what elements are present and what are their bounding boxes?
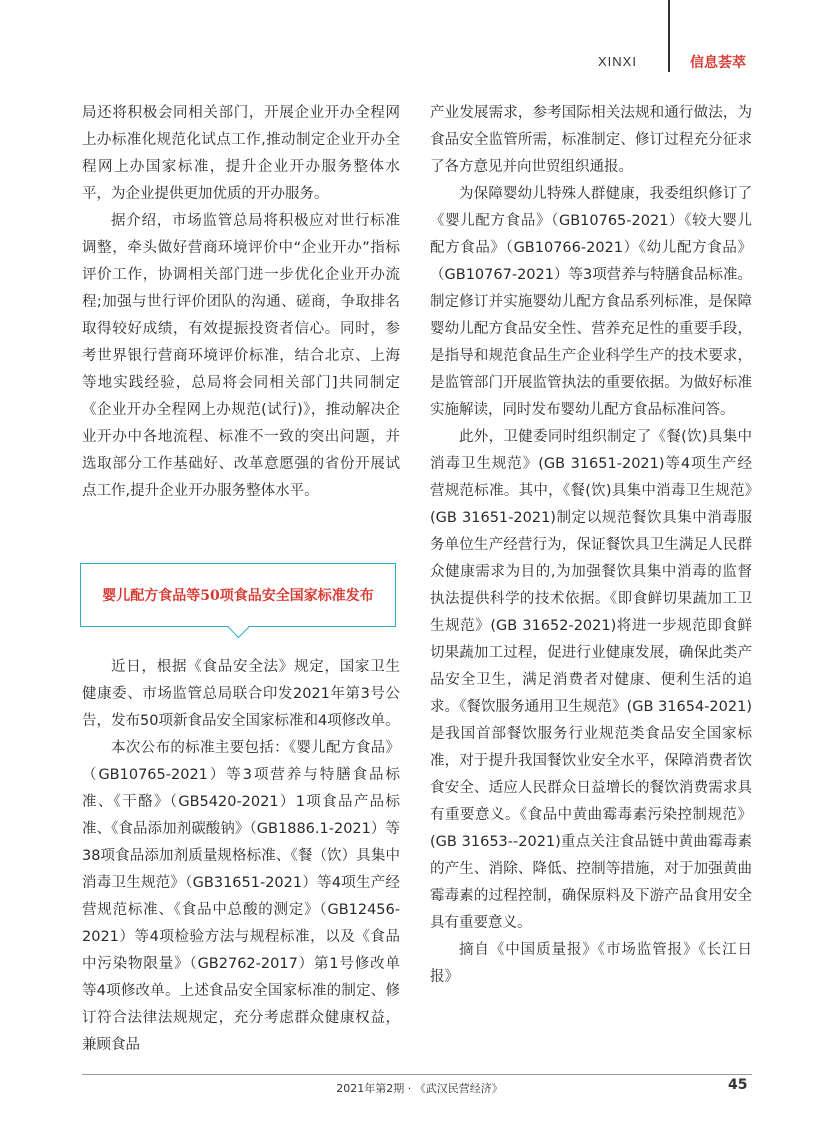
article-title: 婴儿配方食品等50项食品安全国家标准发布 xyxy=(102,588,374,604)
section-label-cn: 信息荟萃 xyxy=(690,55,746,71)
section-label-en: XINXI xyxy=(598,54,637,69)
header-divider xyxy=(668,0,670,72)
source-note: 摘自《中国质量报》《市场监管报》《长江日报》 xyxy=(430,942,752,985)
left-column-bottom xyxy=(82,654,400,1059)
paragraph: 本次公布的标准主要包括：《婴儿配方食品》（GB10765-2021）等3项营养与特膳食品标准、《干酪》（GB5420-2021）1项食品产品标准、《食品添加剂碳酸钠》（GB1886.1-2021）等38项食品添加剂质量规格标准、《餐（饮）具集中消毒卫生规范》（GB31651-2021）等4项生产经营规范标准、《食品中总酸的测定》（GB12456-2021）等4项检验方法与规程标准，以及《食品中污染物限量》（GB2762-2017）第1号修改单等4项修改单。上述食品安全国家标准的制定、修订符合法律法规规定，充分考虑群众健康权益，兼顾食品 xyxy=(82,740,400,1053)
footer-divider xyxy=(82,1074,752,1075)
paragraph: 此外，卫健委同时组织制定了《餐(饮)具集中消毒卫生规范》(GB 31651-2021)等4项生产经营规范标准。其中，《餐(饮)具集中消毒卫生规范》(GB 31651-2021)制定以规范餐饮具集中消毒服务单位生产经营行为，保证餐饮具卫生满足人民群众健康需求为目的,为加强餐饮具集中消毒的监督执法提供科学的技术依据。《即食鲜切果蔬加工卫生规范》(GB 31652-2021)将进一步规范即食鲜切果蔬加工过程，促进行业健康发展，确保此类产品安全卫生，满足消费者对健康、便利生活的追求。《餐饮服务通用卫生规范》(GB 31654-2021)是我国首部餐饮服务行业规范类食品安全国家标准，对于提升我国餐饮业安全水平，保障消费者饮食安全、适应人民群众日益增长的餐饮消费需求具有重要意义。《食品中黄曲霉毒素污染控制规范》(GB 31653--2021)重点关注食品链中黄曲霉毒素的产生、消除、降低、控制等措施，对于加强黄曲霉毒素的过程控制，确保原料及下游产品食用安全具有重要意义。 xyxy=(430,429,752,931)
left-column-top xyxy=(82,100,400,505)
paragraph: 局还将积极会同相关部门，开展企业开办全程网上办标准化规范化试点工作,推动制定企业开办全程网上办国家标准，提升企业开办服务整体水平，为企业提供更加优质的开办服务。 xyxy=(82,105,400,202)
paragraph: 近日，根据《食品安全法》规定，国家卫生健康委、市场监管总局联合印发2021年第3号公告，发布50项新食品安全国家标准和4项修改单。 xyxy=(82,659,400,729)
right-column xyxy=(430,100,752,991)
paragraph: 据介绍，市场监管总局将积极应对世行标准调整，牵头做好营商环境评价中“企业开办”指标评价工作，协调相关部门进一步优化企业开办流程;加强与世行评价团队的沟通、磋商，争取排名取得较好成绩，有效提振投资者信心。同时，参考世界银行营商环境评价标准，结合北京、上海等地实践经验，总局将会同相关部门]共同制定《企业开办全程网上办规范(试行)》，推动解决企业开办中各地流程、标准不一致的突出问题，并选取部分工作基础好、改革意愿强的省份开展试点工作,提升企业开办服务整体水平。 xyxy=(82,213,400,499)
callout-pointer xyxy=(228,617,249,638)
paragraph: 产业发展需求，参考国际相关法规和通行做法，为食品安全监管所需，标准制定、修订过程充分征求了各方意见并向世贸组织通报。 xyxy=(430,105,752,175)
paragraph: 为保障婴幼儿特殊人群健康，我委组织修订了《婴儿配方食品》（GB10765-2021）《较大婴儿配方食品》（GB10766-2021）《幼儿配方食品》（GB10767-2021）等3项营养与特膳食品标准。制定修订并实施婴幼儿配方食品系列标准，是保障婴幼儿配方食品安全性、营养充足性的重要手段，是指导和规范食品生产企业科学生产的技术要求，是监管部门开展监管执法的重要依据。为做好标准实施解读，同时发布婴幼儿配方食品标准问答。 xyxy=(430,186,752,418)
footer-issue: 2021年第2期 · 《武汉民营经济》 xyxy=(336,1082,503,1095)
article-title-box xyxy=(80,563,396,627)
page-number: 45 xyxy=(728,1077,748,1093)
